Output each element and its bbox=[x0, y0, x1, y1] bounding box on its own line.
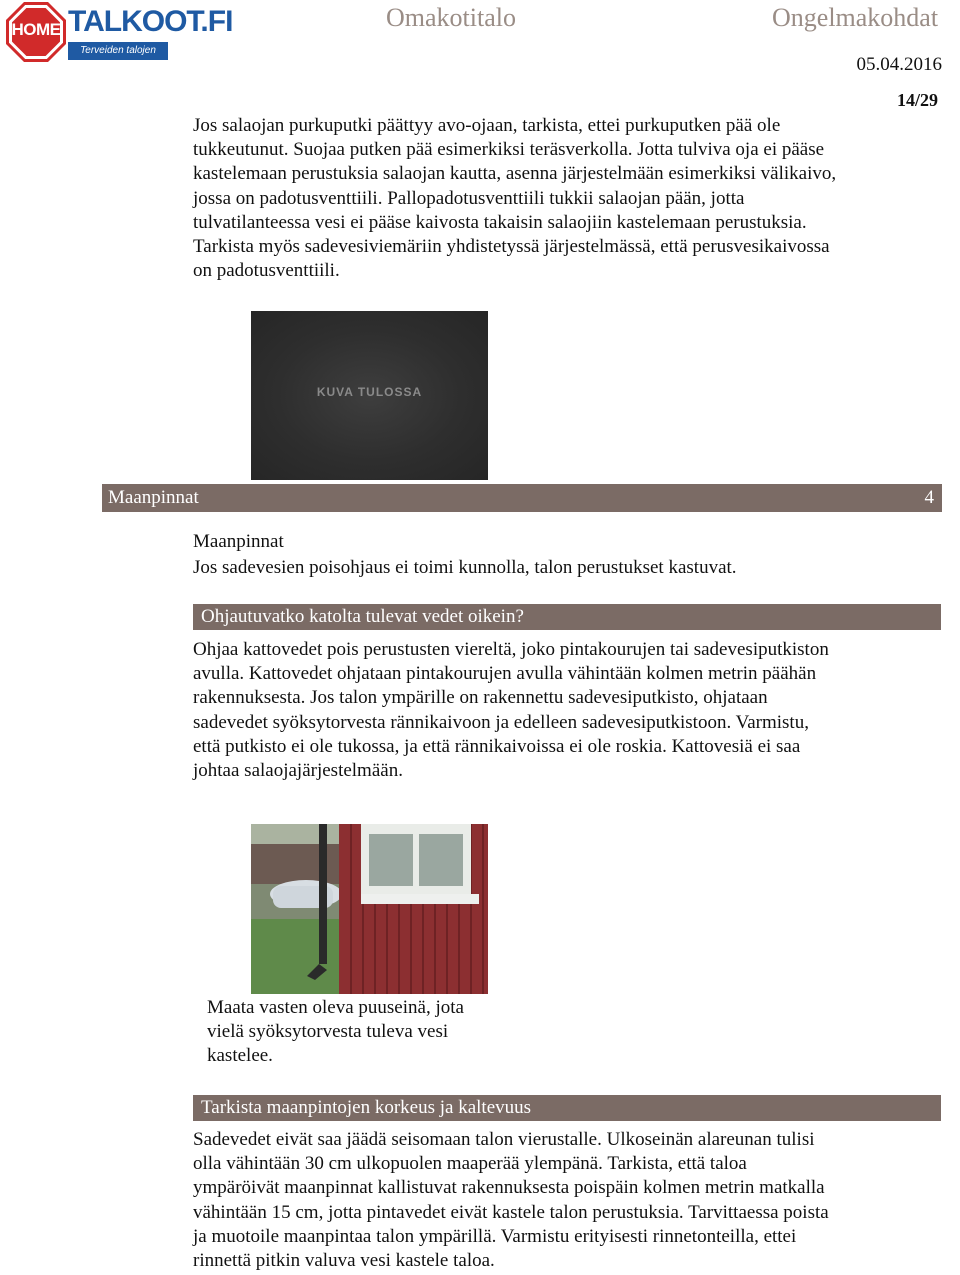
text-line: Tarkista myös sadevesiviemäriin yhdistetyssä järjestelmässä, että perusvesikaivossa bbox=[193, 236, 830, 258]
text-line: jossa on padotusventtiili. Pallopadotusventtiili tukkii salaojan pään, jotta bbox=[193, 187, 745, 209]
house-wall-illustration bbox=[251, 824, 488, 994]
text-line: tukkeutunut. Suojaa putken pää esimerkiksi teräsverkolla. Jotta tulviva oja ei pääse bbox=[193, 139, 825, 161]
text-line: johtaa salaojajärjestelmään. bbox=[193, 760, 403, 782]
header-category: Omakotitalo bbox=[386, 3, 516, 32]
caption-line: kastelee. bbox=[207, 1045, 273, 1067]
caption-line: vielä syöksytorvesta tuleva vesi bbox=[207, 1021, 449, 1043]
text-line: Sadevedet eivät saa jäädä seisomaan talon vierustalle. Ulkoseinän alareunan tulisi bbox=[193, 1129, 815, 1150]
text-line: että putkisto ei ole tukossa, ja että rännikaivoissa ei ole roskia. Kattovesiä ei saa bbox=[193, 735, 801, 757]
question-paragraph bbox=[193, 1128, 933, 1273]
text-line: olla vähintään 30 cm ulkopuolen maaperää ylempänä. Tarkista, että taloa bbox=[193, 1153, 747, 1175]
logo-tagline: Terveiden talojen puolesta bbox=[68, 42, 168, 60]
question-paragraph bbox=[193, 638, 933, 783]
text-line: vähintään 15 cm, jotta pintavedet eivät kastele talon perustuksia. Tarvittaessa poista bbox=[193, 1201, 829, 1223]
section-heading: Maanpinnat bbox=[193, 531, 284, 552]
text-line: ja muotoile maanpintaa talon ympärillä. Varmistu erityisesti rinnetonteilla, ettei bbox=[193, 1225, 797, 1247]
section-lead: Jos sadevesien poisohjaus ei toimi kunnolla, talon perustukset kastuvat. bbox=[193, 557, 737, 578]
text-line: Jos salaojan purkuputki päättyy avo-ojaan, tarkista, ettei purkuputken pää ole bbox=[193, 115, 781, 136]
logo-name: TALKOOT.FI bbox=[68, 5, 233, 38]
caption-line: Maata vasten oleva puuseinä, jota bbox=[207, 997, 464, 1018]
site-logo[interactable] bbox=[6, 2, 233, 74]
text-line: ympäröivät maanpinnat kallistuvat rakennuksesta poispäin kolmen metrin matkalla bbox=[193, 1177, 825, 1199]
question-heading-text: Ohjautuvatko katolta tulevat vedet oikein? bbox=[201, 606, 524, 627]
question-heading-text: Tarkista maanpintojen korkeus ja kaltevuus bbox=[201, 1097, 532, 1118]
intro-paragraph bbox=[193, 114, 933, 283]
text-line: sadevedet syöksytorvesta rännikaivoon ja edelleen sadevesiputkistoon. Varmistu, bbox=[193, 711, 809, 733]
text-line: rakennuksesta. Jos talon ympärille on rakennettu sadevesiputkisto, ohjataan bbox=[193, 687, 768, 709]
text-line: tulvatilanteessa vesi ei pääse kaivosta takaisin salaojiin kastelemaan perustuksia. bbox=[193, 211, 807, 233]
photo-caption bbox=[207, 996, 527, 1069]
section-header bbox=[102, 484, 942, 512]
header-date: 05.04.2016 bbox=[856, 54, 942, 75]
house-wall-photo bbox=[251, 824, 488, 994]
text-line: on padotusventtiili. bbox=[193, 260, 340, 282]
text-line: avulla. Kattovedet ohjataan pintakourujen avulla vähintään kolmen metrin päähän bbox=[193, 663, 817, 685]
logo-home-text: HOME bbox=[11, 20, 61, 39]
header-section: Ongelmakohdat bbox=[772, 3, 939, 32]
question-heading bbox=[193, 1095, 941, 1121]
text-line: kastelemaan perustuksia salaojan kautta, asenna järjestelmään esimerkiksi välikaivo, bbox=[193, 163, 837, 185]
section-number: 4 bbox=[924, 487, 934, 508]
text-line: Ohjaa kattovedet pois perustusten viereltä, joko pintakourujen tai sadevesiputkiston bbox=[193, 639, 829, 660]
question-heading bbox=[193, 604, 941, 630]
page-number: 14/29 bbox=[896, 90, 938, 110]
image-placeholder-label: KUVA TULOSSA bbox=[316, 385, 423, 399]
section-title: Maanpinnat bbox=[108, 487, 199, 508]
text-line: rinnettä pitkin valuva vesi kastele taloa. bbox=[193, 1250, 495, 1272]
image-placeholder bbox=[251, 311, 488, 480]
